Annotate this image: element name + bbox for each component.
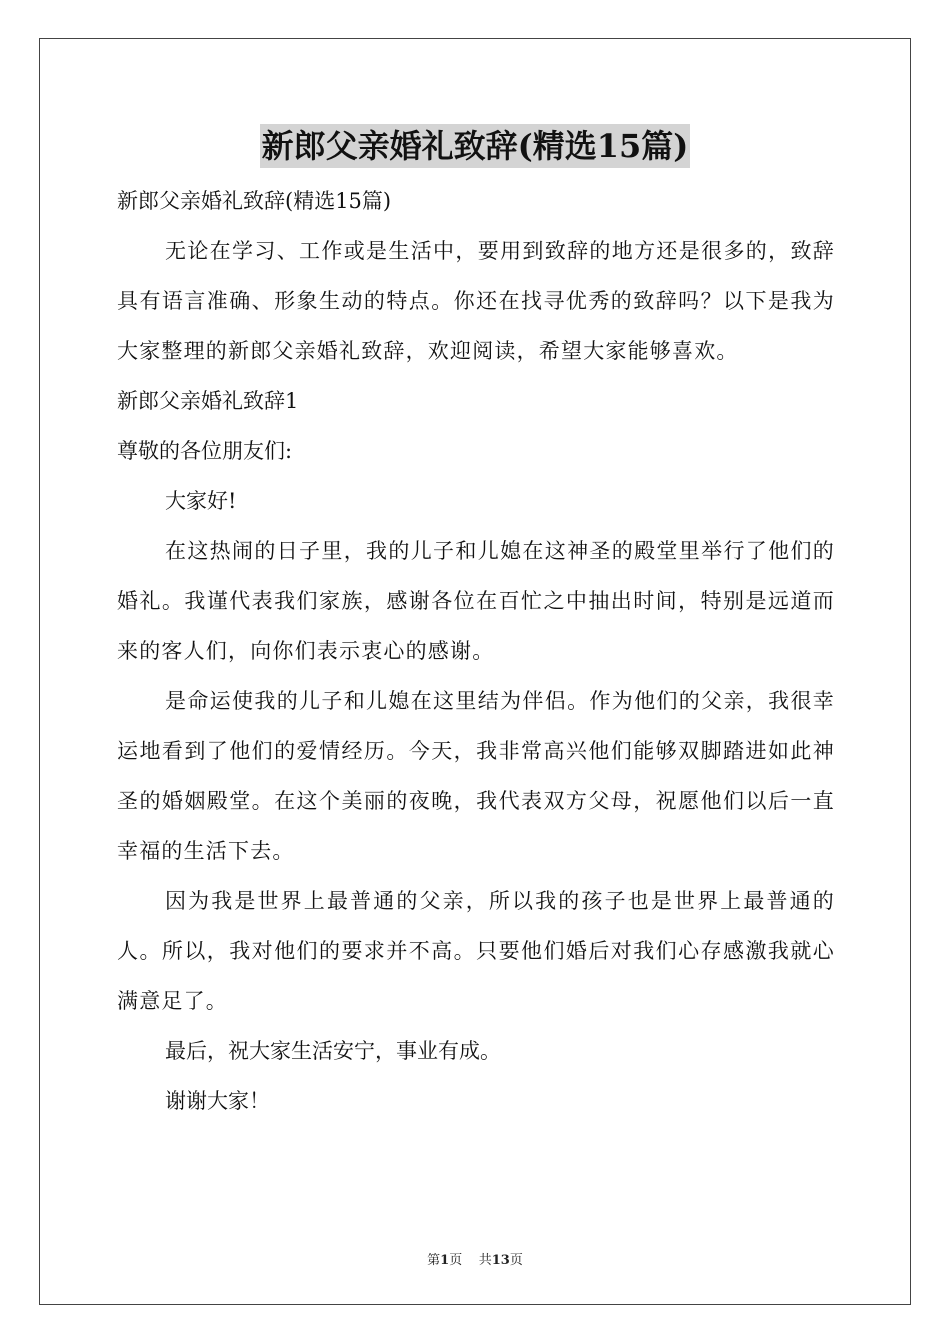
- body-paragraph: 在这热闹的日子里，我的儿子和儿媳在这神圣的殿堂里举行了他们的婚礼。我谨代表我们家族，感谢各位在百忙之中抽出时间，特别是远道而来的客人们，向你们表示衷心的感谢。: [117, 539, 835, 663]
- page-number: 1: [440, 1253, 450, 1268]
- document-subtitle: 新郎父亲婚礼致辞(精选15篇): [117, 189, 392, 213]
- section-heading: 新郎父亲婚礼致辞1: [117, 389, 299, 413]
- body-paragraph: 是命运使我的儿子和儿媳在这里结为伴侣。作为他们的父亲，我很幸运地看到了他们的爱情经历。今天，我非常高兴他们能够双脚踏进如此神圣的婚姻殿堂。在这个美丽的夜晚，我代表双方父母，祝愿他们以后一直幸福的生活下去。: [117, 689, 835, 863]
- greeting: 大家好!: [165, 489, 237, 513]
- page-total: 13: [491, 1253, 510, 1268]
- closing-thanks: 谢谢大家！: [165, 1089, 270, 1113]
- intro-paragraph: 无论在学习、工作或是生活中，要用到致辞的地方还是很多的，致辞具有语言准确、形象生动的特点。你还在找寻优秀的致辞吗？以下是我为大家整理的新郎父亲婚礼致辞，欢迎阅读，希望大家能够喜欢。: [117, 239, 835, 363]
- total-unit: 页: [509, 1253, 523, 1268]
- total-prefix: 共: [478, 1253, 492, 1268]
- body-paragraph: 因为我是世界上最普通的父亲，所以我的孩子也是世界上最普通的人。所以，我对他们的要求并不高。只要他们婚后对我们心存感激我就心满意足了。: [117, 889, 835, 1013]
- document-body: [117, 176, 835, 1126]
- document-title: 新郎父亲婚礼致辞(精选15篇): [260, 124, 691, 168]
- page-unit: 页: [449, 1253, 463, 1268]
- page-prefix: 第: [427, 1253, 441, 1268]
- salutation: 尊敬的各位朋友们:: [117, 439, 293, 463]
- title-area: [0, 124, 950, 168]
- closing-wish: 最后，祝大家生活安宁，事业有成。: [165, 1039, 501, 1063]
- page-footer: [0, 1249, 950, 1268]
